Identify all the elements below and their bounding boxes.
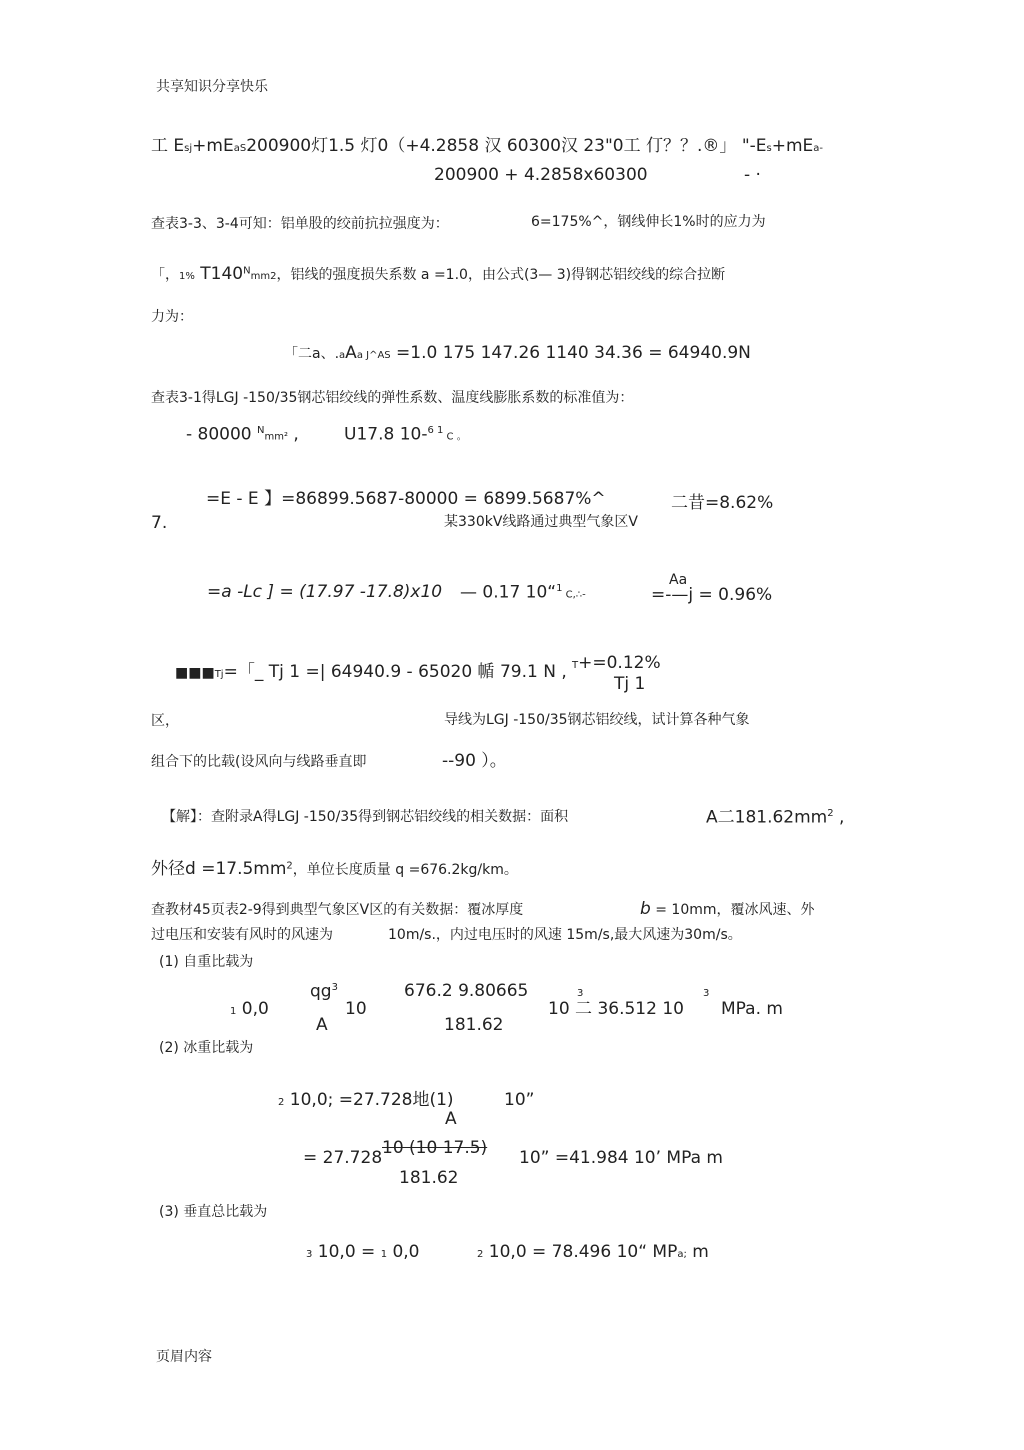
page-header: 共享知识分享快乐: [156, 79, 268, 95]
equation-line: [186, 426, 299, 444]
fraction-denominator: Tj 1: [614, 674, 646, 694]
text-line: 力为：: [151, 309, 193, 325]
eq-subscript: a: [356, 350, 363, 361]
solution-value: [706, 809, 844, 827]
superscript: 2: [286, 860, 293, 872]
eq-text: 10,0 = 78.496 10“ MP: [483, 1242, 678, 1262]
eq-subscript: T: [572, 660, 579, 671]
text-line: 查表3-3、3-4可知：铝单股的绞前抗拉强度为：: [151, 216, 449, 232]
solution-text: 10m/s.，内过电压时的风速 15m/s,最大风速为30m/s。: [388, 927, 742, 943]
question-text: --90 ）。: [442, 751, 507, 771]
text-line: 6=175%^，钢线伸长1%时的应力为: [531, 214, 766, 230]
value-text: b: [640, 899, 651, 919]
eq-superscript: 6 1: [427, 425, 444, 436]
eq-superscript: 3: [331, 982, 338, 993]
eq-text: ,: [288, 424, 299, 445]
eq-text: 200900灯1.5 灯0（+4.2858 汉 60300汉 23"0工 仃？？.®」 "-E: [246, 136, 767, 156]
eq-text: 工 E: [151, 136, 185, 156]
question-number: 7.: [151, 513, 168, 533]
eq-text: +mE: [771, 136, 814, 156]
value-text: ，单位长度质量 q =676.2kg/km。: [292, 862, 518, 878]
solution-text: [151, 861, 518, 878]
formula-line: [306, 1244, 420, 1261]
equation-result: [572, 655, 661, 672]
value-text: = 10mm，覆冰风速、外: [650, 902, 815, 918]
formula-numerator: 10 (10 17.5): [382, 1138, 488, 1158]
formula-denominator: 181.62: [399, 1168, 459, 1188]
formula-line: 10 二 36.512 10: [548, 999, 684, 1019]
eq-superscript: 1: [556, 583, 563, 594]
question-text: 导线为LGJ -150/35钢芯铝绞线，试计算各种气象: [444, 712, 750, 728]
equation-line: [460, 584, 586, 602]
text-fragment: T140: [194, 264, 244, 284]
eq-text: =「_ Tj 1 =| 64940.9 - 65020 㡒 79.1 N ,: [223, 662, 567, 682]
equation-result: 二昔=8.62%: [671, 493, 774, 513]
solution-text: 【解】：查附录A得LGJ -150/35得到钢芯铝绞线的相关数据：面积: [162, 809, 569, 825]
formula-line: [477, 1244, 709, 1261]
eq-superscript: N: [257, 425, 265, 436]
solution-text: 查教材45页表2-9得到典型气象区V区的有关数据：覆冰厚度: [151, 902, 524, 918]
eq-superscript: 3: [577, 988, 584, 999]
equation-fragment: - ·: [744, 165, 761, 185]
text-fragment: ，铝线的强度损失系数 a =1.0，由公式(3— 3)得钢芯铝绞线的综合拉断: [276, 267, 726, 283]
eq-text: qg: [310, 981, 332, 1002]
formula-denominator: A: [316, 1015, 328, 1035]
eq-subscript: a;: [677, 1249, 687, 1260]
formula-line: [230, 1001, 269, 1018]
eq-text: +=0.12%: [578, 653, 661, 673]
eq-subscript: s: [766, 143, 772, 154]
question-text: 某330kV线路通过典型气象区V: [444, 514, 638, 530]
eq-subscript: a: [339, 350, 346, 361]
eq-text: +mE: [192, 136, 234, 156]
eq-text: =1.0 175 147.26 1140 34.36 = 64940.9N: [390, 343, 751, 363]
text-fragment: 「，: [151, 267, 179, 283]
superscript: 2: [827, 808, 834, 819]
eq-text: 10,0; =27.728地(1): [284, 1090, 454, 1110]
value-text: A二181.62mm: [706, 807, 828, 828]
eq-subscript: 1: [230, 1006, 237, 1017]
eq-text: 0,0: [236, 999, 269, 1019]
formula-line: 10”: [504, 1090, 535, 1110]
eq-text: 「二a、.: [284, 346, 340, 362]
eq-text: 0,0: [387, 1242, 420, 1262]
eq-text: A: [345, 343, 357, 363]
eq-subscript: J^AS: [362, 350, 391, 361]
equation-line: [344, 426, 467, 444]
eq-subscript: 2: [278, 1097, 285, 1108]
fraction-numerator: Aa: [669, 572, 688, 588]
eq-subscript: mm²: [264, 431, 289, 443]
eq-subscript: aS: [233, 143, 247, 154]
formula-numerator: [310, 983, 338, 1001]
eq-text: 10,0 =: [312, 1242, 381, 1262]
formula-denominator: 181.62: [444, 1015, 504, 1035]
formula-line: 10” =41.984 10’ MPa m: [519, 1148, 723, 1168]
question-text: 区，: [151, 713, 179, 729]
text-line: [151, 266, 725, 283]
step-heading: (1) 自重比载为: [159, 954, 254, 970]
value-text: 外径d =17.5mm: [151, 859, 287, 879]
eq-superscript: 3: [703, 988, 710, 999]
eq-text: - 80000: [186, 424, 252, 445]
eq-subscript: 2: [477, 1249, 484, 1260]
equation-line: [175, 664, 567, 681]
superscript: N: [243, 265, 251, 277]
eq-text: U17.8 10-: [344, 424, 428, 445]
formula-line: = 27.728: [303, 1148, 383, 1168]
subscript: mm2: [250, 271, 277, 282]
formula-unit: MPa. m: [721, 999, 783, 1019]
page-footer: 页眉内容: [156, 1349, 212, 1365]
eq-subscript: a-: [813, 143, 824, 154]
equation-line: [284, 345, 751, 362]
eq-subscript: 3: [306, 1249, 313, 1260]
eq-subscript: C 。: [443, 431, 467, 443]
equation-denominator: 200900 + 4.2858x60300: [434, 165, 648, 185]
question-text: 组合下的比载(设风向与线路垂直即: [151, 754, 367, 770]
eq-subscript: sj: [184, 143, 193, 154]
eq-subscript: Tj: [214, 669, 224, 680]
value-text: ,: [833, 807, 845, 828]
formula-denominator: A: [445, 1109, 457, 1129]
eq-text: m: [686, 1242, 709, 1262]
step-heading: (2) 冰重比载为: [159, 1040, 254, 1056]
eq-text: ■■■: [175, 665, 215, 681]
equation-line: =E - E 】=86899.5687-80000 = 6899.5687%^: [206, 489, 606, 509]
equation-line: =a -Lc ] = (17.97 -17.8)x10: [207, 582, 443, 602]
formula-line: 10: [345, 999, 367, 1019]
formula-line: [278, 1092, 454, 1109]
text-line: 查表3-1得LGJ -150/35钢芯铝绞线的弹性系数、温度线膨胀系数的标准值为：: [151, 390, 634, 406]
eq-text: — 0.17 10“: [460, 582, 557, 603]
step-heading: (3) 垂直总比载为: [159, 1204, 268, 1220]
eq-subscript: 1: [380, 1249, 388, 1260]
equation-line-1: [151, 138, 823, 155]
solution-text: 过电压和安装有风时的风速为: [151, 927, 333, 943]
formula-numerator: 676.2 9.80665: [404, 981, 529, 1001]
subscript: 1%: [179, 271, 195, 282]
equation-result: =-—j = 0.96%: [651, 585, 773, 605]
eq-subscript: C,∴-: [562, 589, 586, 601]
solution-text: [640, 901, 815, 918]
